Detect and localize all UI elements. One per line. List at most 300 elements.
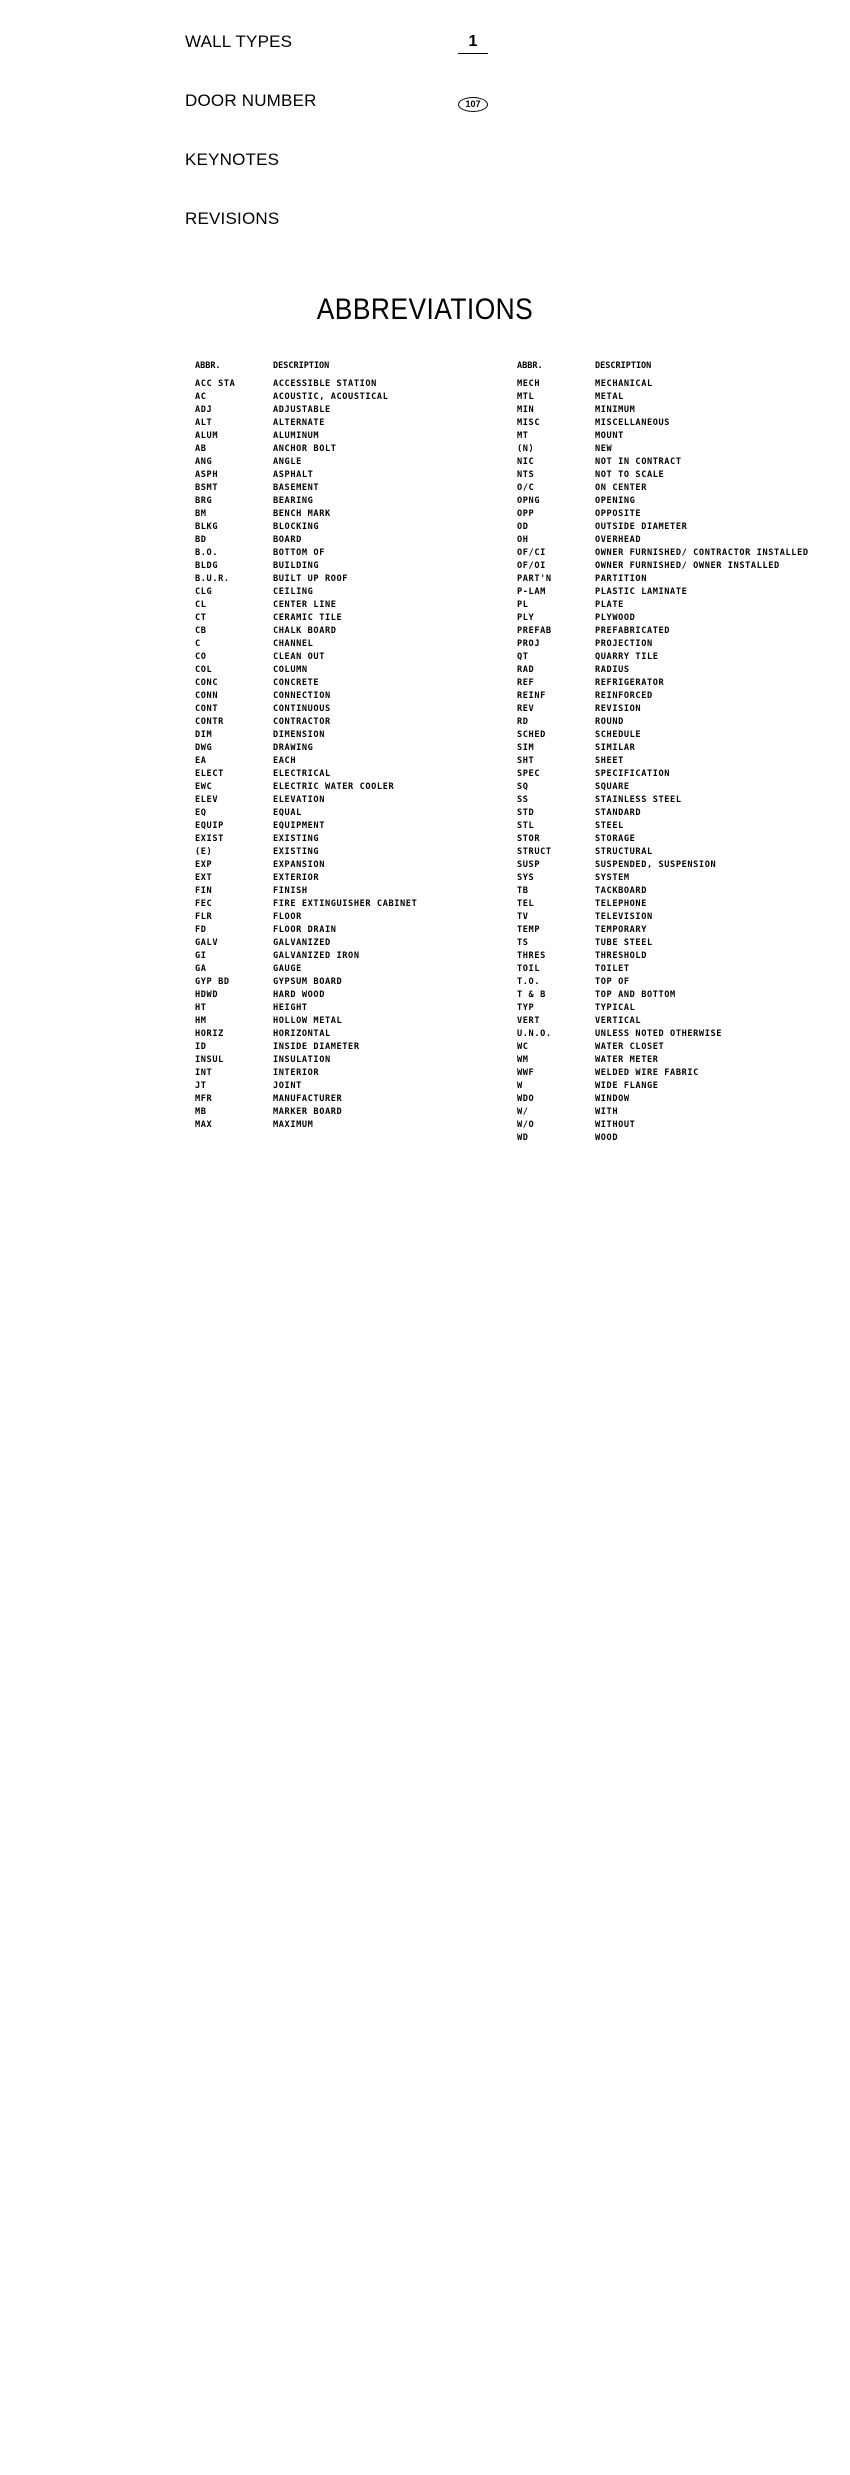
abbr-code: RD (517, 717, 529, 727)
abbreviation-row (517, 638, 847, 651)
keynotes-label: KEYNOTES (185, 150, 280, 169)
description-header: DESCRIPTION (595, 361, 652, 371)
abbr-code: EQ (195, 808, 207, 818)
abbreviation-row (195, 612, 515, 625)
abbr-code: TEL (517, 899, 535, 909)
abbreviation-row (195, 950, 515, 963)
abbr-code: BM (195, 509, 207, 519)
abbr-description: SHEET (595, 756, 624, 766)
abbreviation-row (517, 612, 847, 625)
abbreviation-row (195, 456, 515, 469)
abbr-code: O/C (517, 483, 535, 493)
abbr-code: QT (517, 652, 529, 662)
abbr-description: PROJECTION (595, 639, 653, 649)
abbr-code: TYP (517, 1003, 535, 1013)
abbreviation-row (195, 976, 515, 989)
abbr-description: BASEMENT (273, 483, 320, 493)
abbreviation-row (517, 781, 847, 794)
abbr-description: CONNECTION (273, 691, 331, 701)
abbr-description: MANUFACTURER (273, 1094, 343, 1104)
abbr-description: OPENING (595, 496, 636, 506)
abbr-code: DIM (195, 730, 213, 740)
abbr-code: MAX (195, 1120, 213, 1130)
abbreviation-row (517, 937, 847, 950)
abbr-description: MISCELLANEOUS (595, 418, 671, 428)
abbr-code: JT (195, 1081, 207, 1091)
abbr-code: TB (517, 886, 529, 896)
abbr-description: MINIMUM (595, 405, 636, 415)
abbr-description: WITH (595, 1107, 619, 1117)
abbreviation-row (195, 1119, 515, 1132)
abbreviation-row (517, 1093, 847, 1106)
abbr-code: RAD (517, 665, 535, 675)
abbr-code: SPEC (517, 769, 541, 779)
abbr-code: OD (517, 522, 529, 532)
abbr-description: WITHOUT (595, 1120, 636, 1130)
abbr-description: WATER METER (595, 1055, 659, 1065)
abbr-code: B.O. (195, 548, 219, 558)
abbreviation-row (517, 1080, 847, 1093)
abbreviation-row (195, 469, 515, 482)
abbreviation-row (195, 508, 515, 521)
abbr-description: JOINT (273, 1081, 302, 1091)
abbr-code: PREFAB (517, 626, 552, 636)
abbreviations-title: ABBREVIATIONS (316, 293, 534, 326)
abbr-description: RADIUS (595, 665, 630, 675)
abbr-code: DWG (195, 743, 213, 753)
abbr-description: FLOOR DRAIN (273, 925, 337, 935)
abbr-code: MFR (195, 1094, 213, 1104)
abbr-description: DIMENSION (273, 730, 325, 740)
abbr-description: ALTERNATE (273, 418, 325, 428)
abbr-description: COLUMN (273, 665, 308, 675)
abbr-code: GYP BD (195, 977, 230, 987)
abbr-description: MOUNT (595, 431, 624, 441)
abbr-description: GALVANIZED (273, 938, 331, 948)
abbr-description: OUTSIDE DIAMETER (595, 522, 688, 532)
abbr-description: EACH (273, 756, 297, 766)
abbreviation-row (517, 391, 847, 404)
abbr-description: PREFABRICATED (595, 626, 671, 636)
abbreviations-right-column (517, 360, 847, 1145)
abbreviation-row (195, 547, 515, 560)
abbreviation-row (517, 1119, 847, 1132)
abbr-code: SIM (517, 743, 535, 753)
abbreviation-row (195, 1106, 515, 1119)
abbr-code: CL (195, 600, 207, 610)
abbr-description: EQUAL (273, 808, 302, 818)
abbr-description: SIMILAR (595, 743, 636, 753)
abbreviation-row (517, 950, 847, 963)
abbreviation-row (517, 456, 847, 469)
abbreviation-row (195, 677, 515, 690)
abbr-description: OWNER FURNISHED/ CONTRACTOR INSTALLED (595, 548, 809, 558)
abbreviation-row (195, 443, 515, 456)
abbr-description: CHALK BOARD (273, 626, 337, 636)
abbreviation-row (517, 755, 847, 768)
abbr-description: VERTICAL (595, 1016, 642, 1026)
abbr-description: WOOD (595, 1133, 619, 1143)
abbr-code: HT (195, 1003, 207, 1013)
abbr-description: NEW (595, 444, 613, 454)
abbr-code: MTL (517, 392, 535, 402)
abbr-code: TOIL (517, 964, 541, 974)
abbreviation-row (517, 898, 847, 911)
abbr-description: WINDOW (595, 1094, 630, 1104)
abbr-code: W (517, 1081, 523, 1091)
abbreviation-row (517, 1106, 847, 1119)
abbr-description: CONTRACTOR (273, 717, 331, 727)
abbreviation-row (517, 872, 847, 885)
abbr-description: PARTITION (595, 574, 647, 584)
abbr-code: OPP (517, 509, 535, 519)
abbr-description: MAXIMUM (273, 1120, 314, 1130)
revisions-label: REVISIONS (185, 209, 280, 228)
abbreviation-row (517, 586, 847, 599)
abbr-description: GYPSUM BOARD (273, 977, 343, 987)
abbreviation-row (517, 508, 847, 521)
abbr-description: BLOCKING (273, 522, 320, 532)
abbr-code: FEC (195, 899, 213, 909)
abbr-description: EXPANSION (273, 860, 325, 870)
abbr-description: EXISTING (273, 834, 320, 844)
abbr-description: ANGLE (273, 457, 302, 467)
abbr-code: OH (517, 535, 529, 545)
abbr-code: CONC (195, 678, 219, 688)
abbreviation-row (517, 534, 847, 547)
abbreviation-row (517, 911, 847, 924)
abbr-code: TS (517, 938, 529, 948)
abbr-description: ANCHOR BOLT (273, 444, 337, 454)
abbr-description: NOT TO SCALE (595, 470, 665, 480)
abbr-code: CLG (195, 587, 213, 597)
abbr-description: CONCRETE (273, 678, 320, 688)
abbreviation-row (195, 833, 515, 846)
abbr-code: T.O. (517, 977, 541, 987)
abbreviation-row (195, 768, 515, 781)
abbr-description: INSIDE DIAMETER (273, 1042, 360, 1052)
abbreviation-row (517, 1041, 847, 1054)
abbr-code: EWC (195, 782, 213, 792)
abbreviation-row (195, 638, 515, 651)
abbr-code: MT (517, 431, 529, 441)
abbr-code: SHT (517, 756, 535, 766)
abbr-code: CONT (195, 704, 219, 714)
abbreviation-row (195, 755, 515, 768)
abbreviation-row (517, 924, 847, 937)
abbreviation-row (517, 625, 847, 638)
abbreviation-row (195, 911, 515, 924)
abbreviation-row (195, 573, 515, 586)
abbreviation-row (517, 521, 847, 534)
abbreviation-row (195, 690, 515, 703)
abbr-description: ACCESSIBLE STATION (273, 379, 377, 389)
abbreviation-row (195, 963, 515, 976)
abbr-code: ASPH (195, 470, 219, 480)
abbr-description: TYPICAL (595, 1003, 636, 1013)
abbreviation-row (517, 1132, 847, 1145)
abbr-description: HEIGHT (273, 1003, 308, 1013)
abbr-code: STD (517, 808, 535, 818)
abbreviation-row (517, 404, 847, 417)
abbr-description: HARD WOOD (273, 990, 325, 1000)
abbr-code: BRG (195, 496, 213, 506)
abbreviation-row (195, 859, 515, 872)
abbreviation-row (517, 573, 847, 586)
abbr-code: REINF (517, 691, 546, 701)
abbr-code: CONN (195, 691, 219, 701)
abbr-code: SS (517, 795, 529, 805)
abbr-description: DRAWING (273, 743, 314, 753)
abbr-code: WDO (517, 1094, 535, 1104)
abbreviation-row (517, 859, 847, 872)
abbr-description: BOARD (273, 535, 302, 545)
abbr-code: NIC (517, 457, 535, 467)
abbr-description: REVISION (595, 704, 642, 714)
abbr-code: GI (195, 951, 207, 961)
abbreviation-row (195, 599, 515, 612)
abbreviation-row (195, 1028, 515, 1041)
abbr-code: INSUL (195, 1055, 224, 1065)
abbreviation-row (517, 677, 847, 690)
abbr-description: GALVANIZED IRON (273, 951, 360, 961)
abbreviation-row (517, 599, 847, 612)
abbreviation-row (517, 807, 847, 820)
abbr-code: HDWD (195, 990, 219, 1000)
abbr-code: PROJ (517, 639, 541, 649)
abbr-code: BD (195, 535, 207, 545)
abbr-code: PL (517, 600, 529, 610)
abbreviation-row (517, 976, 847, 989)
abbr-code: WC (517, 1042, 529, 1052)
abbr-description: BOTTOM OF (273, 548, 325, 558)
abbr-code: REF (517, 678, 535, 688)
abbr-code: CT (195, 613, 207, 623)
abbr-code: TV (517, 912, 529, 922)
abbreviation-row (517, 1054, 847, 1067)
abbr-description: WATER CLOSET (595, 1042, 665, 1052)
abbr-code: WWF (517, 1068, 535, 1078)
abbr-code: OF/CI (517, 548, 546, 558)
abbr-code: CO (195, 652, 207, 662)
abbr-code: MECH (517, 379, 541, 389)
abbreviation-row (195, 846, 515, 859)
abbreviation-row (195, 1093, 515, 1106)
abbr-code: B.U.R. (195, 574, 230, 584)
abbr-code: MIN (517, 405, 535, 415)
abbr-description: FIRE EXTINGUISHER CABINET (273, 899, 418, 909)
abbr-description: BEARING (273, 496, 314, 506)
abbr-description: NOT IN CONTRACT (595, 457, 682, 467)
abbr-description: PLYWOOD (595, 613, 636, 623)
abbr-code: PLY (517, 613, 535, 623)
abbr-description: STORAGE (595, 834, 636, 844)
abbr-code: OF/OI (517, 561, 546, 571)
abbr-description: CENTER LINE (273, 600, 337, 610)
abbreviation-row (517, 820, 847, 833)
abbr-code: CB (195, 626, 207, 636)
abbr-description: OVERHEAD (595, 535, 642, 545)
abbr-code: SCHED (517, 730, 546, 740)
abbreviation-row (517, 703, 847, 716)
abbr-code: BSMT (195, 483, 219, 493)
abbreviation-rows (517, 378, 847, 1145)
door-number-tag: 107 (458, 97, 488, 112)
abbreviation-row (517, 417, 847, 430)
abbr-code: ID (195, 1042, 207, 1052)
abbreviation-row (517, 482, 847, 495)
abbr-description: INSULATION (273, 1055, 331, 1065)
abbr-description: REFRIGERATOR (595, 678, 665, 688)
abbreviation-row (517, 378, 847, 391)
abbr-description: TELEVISION (595, 912, 653, 922)
abbreviation-row (517, 469, 847, 482)
abbreviation-row (195, 937, 515, 950)
abbr-description: HOLLOW METAL (273, 1016, 343, 1026)
abbreviation-row (195, 391, 515, 404)
abbr-description: EXISTING (273, 847, 320, 857)
abbr-code: MB (195, 1107, 207, 1117)
description-header: DESCRIPTION (273, 361, 330, 371)
abbreviation-row (195, 898, 515, 911)
abbreviation-row (517, 651, 847, 664)
abbreviation-row (195, 781, 515, 794)
abbreviation-row (195, 1054, 515, 1067)
abbr-code: W/ (517, 1107, 529, 1117)
abbr-code: U.N.O. (517, 1029, 552, 1039)
abbreviation-row (517, 768, 847, 781)
abbreviation-row (517, 716, 847, 729)
abbr-description: TOP AND BOTTOM (595, 990, 676, 1000)
abbr-code: THRES (517, 951, 546, 961)
abbr-description: STEEL (595, 821, 624, 831)
abbreviation-row (195, 534, 515, 547)
abbr-description: SUSPENDED, SUSPENSION (595, 860, 717, 870)
abbr-description: CHANNEL (273, 639, 314, 649)
abbr-description: ELEVATION (273, 795, 325, 805)
abbreviation-row (195, 430, 515, 443)
abbreviation-row (517, 742, 847, 755)
abbr-code: FD (195, 925, 207, 935)
abbr-description: HORIZONTAL (273, 1029, 331, 1039)
abbr-description: TEMPORARY (595, 925, 647, 935)
abbr-code: FLR (195, 912, 213, 922)
abbreviation-row (195, 716, 515, 729)
abbr-description: MARKER BOARD (273, 1107, 343, 1117)
abbr-description: ELECTRICAL (273, 769, 331, 779)
abbr-code: STL (517, 821, 535, 831)
abbr-code: ALT (195, 418, 213, 428)
abbr-code: C (195, 639, 201, 649)
abbr-description: CONTINUOUS (273, 704, 331, 714)
abbreviation-row (195, 495, 515, 508)
abbr-code: STOR (517, 834, 541, 844)
abbreviation-row (195, 625, 515, 638)
abbreviation-row (517, 846, 847, 859)
abbr-description: WIDE FLANGE (595, 1081, 659, 1091)
abbreviation-row (517, 1067, 847, 1080)
abbreviation-rows (195, 378, 515, 1132)
column-header (195, 360, 515, 373)
abbreviation-row (517, 729, 847, 742)
abbr-description: SPECIFICATION (595, 769, 671, 779)
abbr-header: ABBR. (517, 361, 543, 371)
abbr-code: WD (517, 1133, 529, 1143)
abbr-code: EQUIP (195, 821, 224, 831)
abbr-code: HM (195, 1016, 207, 1026)
abbr-description: TOP OF (595, 977, 630, 987)
abbr-code: PART'N (517, 574, 552, 584)
abbr-code: AB (195, 444, 207, 454)
abbr-code: ELECT (195, 769, 224, 779)
abbreviation-row (195, 703, 515, 716)
abbreviation-row (195, 820, 515, 833)
abbr-code: INT (195, 1068, 213, 1078)
abbreviation-row (517, 560, 847, 573)
abbr-description: STRUCTURAL (595, 847, 653, 857)
abbreviation-row (195, 664, 515, 677)
abbr-description: TOILET (595, 964, 630, 974)
abbr-code: (N) (517, 444, 535, 454)
abbreviation-row (517, 833, 847, 846)
abbr-description: FLOOR (273, 912, 302, 922)
abbr-description: THRESHOLD (595, 951, 647, 961)
abbreviation-row (517, 443, 847, 456)
abbr-description: ELECTRIC WATER COOLER (273, 782, 395, 792)
abbr-code: WM (517, 1055, 529, 1065)
abbr-code: T & B (517, 990, 546, 1000)
abbr-code: W/O (517, 1120, 535, 1130)
abbreviation-row (517, 885, 847, 898)
abbr-description: OPPOSITE (595, 509, 642, 519)
abbreviation-row (517, 690, 847, 703)
abbr-code: NTS (517, 470, 535, 480)
abbr-description: OWNER FURNISHED/ OWNER INSTALLED (595, 561, 780, 571)
abbreviation-row (195, 651, 515, 664)
abbr-code: TEMP (517, 925, 541, 935)
abbr-code: FIN (195, 886, 213, 896)
abbr-code: (E) (195, 847, 213, 857)
abbreviation-row (195, 872, 515, 885)
abbr-description: EQUIPMENT (273, 821, 325, 831)
abbr-description: UNLESS NOTED OTHERWISE (595, 1029, 723, 1039)
abbr-code: COL (195, 665, 213, 675)
abbreviation-row (195, 1067, 515, 1080)
abbreviation-row (195, 1002, 515, 1015)
abbr-code: P-LAM (517, 587, 546, 597)
abbr-code: EA (195, 756, 207, 766)
abbr-code: MISC (517, 418, 541, 428)
abbr-description: BUILDING (273, 561, 320, 571)
abbreviation-row (195, 885, 515, 898)
abbreviation-row (517, 989, 847, 1002)
abbreviation-row (517, 495, 847, 508)
abbr-description: ALUMINUM (273, 431, 320, 441)
door-number-label: DOOR NUMBER (185, 91, 317, 110)
abbr-description: REINFORCED (595, 691, 653, 701)
abbr-description: GAUGE (273, 964, 302, 974)
abbreviation-row (195, 1041, 515, 1054)
abbr-code: STRUCT (517, 847, 552, 857)
abbreviation-row (195, 794, 515, 807)
abbr-code: EXP (195, 860, 213, 870)
abbreviation-row (517, 430, 847, 443)
abbr-description: BENCH MARK (273, 509, 331, 519)
abbr-description: TELEPHONE (595, 899, 647, 909)
abbr-description: MECHANICAL (595, 379, 653, 389)
abbr-description: EXTERIOR (273, 873, 320, 883)
abbr-code: HORIZ (195, 1029, 224, 1039)
